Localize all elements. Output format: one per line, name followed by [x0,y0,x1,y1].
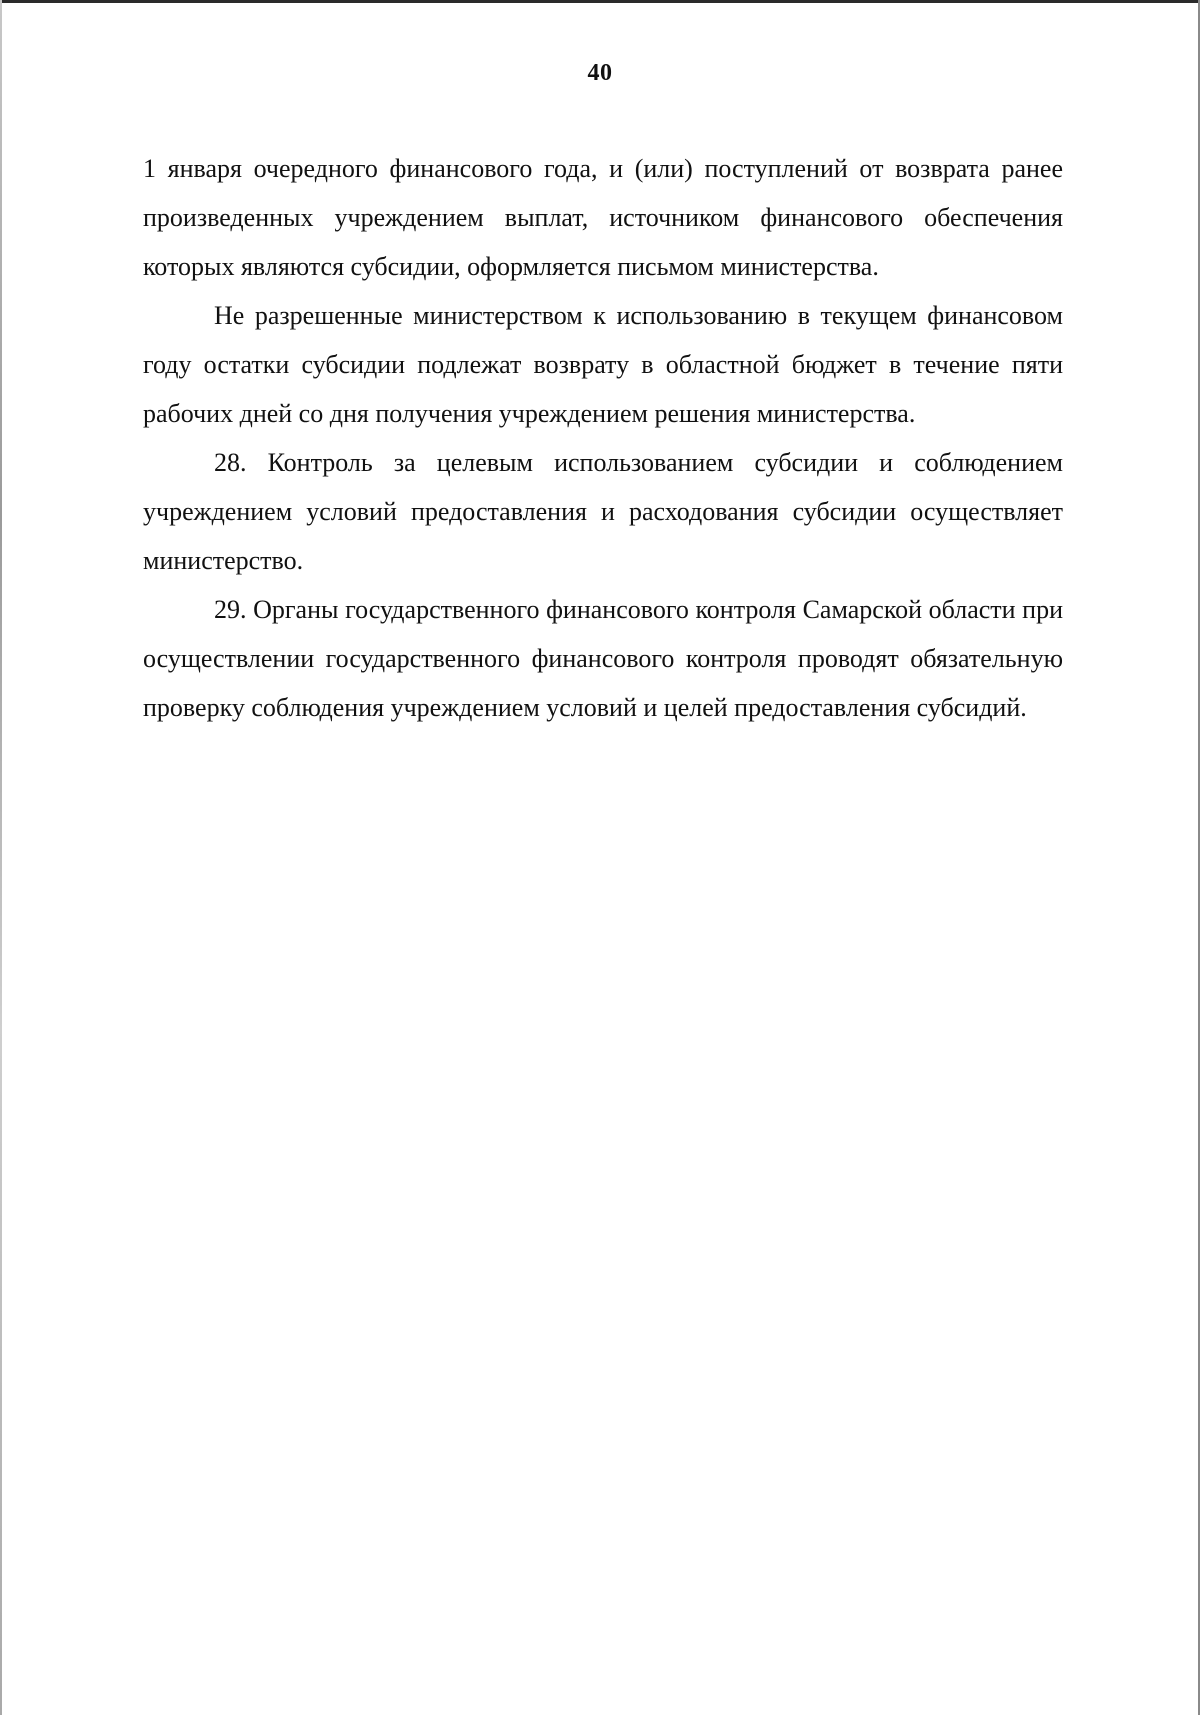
paragraph-28-control: 28. Контроль за целевым использованием субсидии и соблюдением учреждением условий предоставления и расходования субсидии осуществляет министерство. [143,448,1063,575]
paragraph-unused-balances: Не разрешенные министерством к использованию в текущем финансовом году остатки субсидии подлежат возврату в областной бюджет в течение пяти рабочих дней со дня получения учреждением решения министерства. [143,301,1063,428]
scan-edge-top [0,0,1200,3]
scan-edge-left [0,0,2,1715]
page-number: 40 [587,60,613,86]
document-body [143,144,1063,732]
paragraph-continuation: 1 января очередного финансового года, и (или) поступлений от возврата ранее произведенных учреждением выплат, источником финансового обеспечения которых являются субсидии, оформляется письмом министерства. [143,154,1063,281]
paragraph-29-audit: 29. Органы государственного финансового контроля Самарской области при осуществлении государственного финансового контроля проводят обязательную проверку соблюдения учреждением условий и целей предоставления субсидий. [143,595,1063,722]
